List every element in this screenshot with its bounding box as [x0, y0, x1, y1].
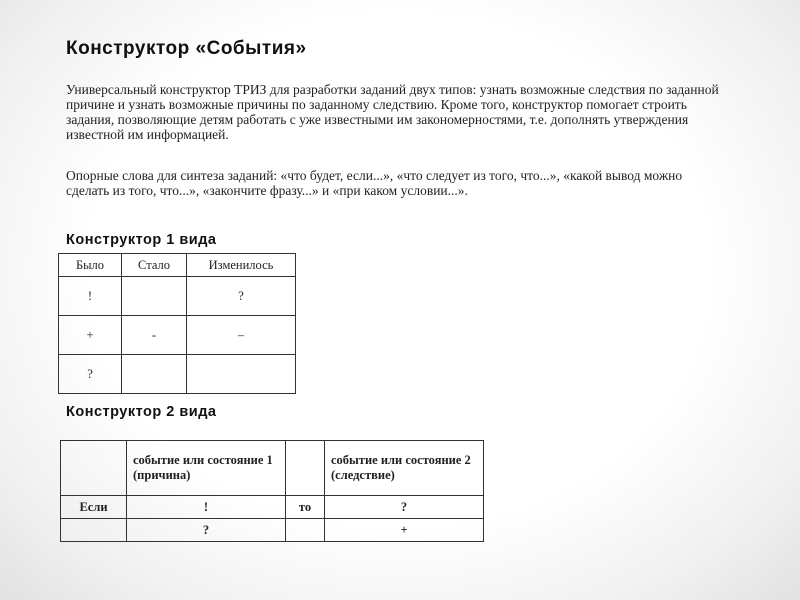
table-cell: + [325, 519, 484, 542]
table-cell [122, 277, 187, 316]
table-header-row [61, 441, 484, 496]
table-row [59, 355, 296, 394]
table-cell: ? [325, 496, 484, 519]
constructor1-heading: Конструктор 1 вида [66, 232, 217, 248]
header-cell-before: Было [59, 254, 122, 277]
table-cell [61, 441, 127, 496]
table-cell: - [122, 316, 187, 355]
table-row [61, 519, 484, 542]
table-cell [187, 355, 296, 394]
table-row [59, 316, 296, 355]
table-cell: ? [127, 519, 286, 542]
table-row [61, 496, 484, 519]
table-cell [61, 519, 127, 542]
table-header-row [59, 254, 296, 277]
table-cell: + [59, 316, 122, 355]
table-row [59, 277, 296, 316]
slide-title: Конструктор «События» [66, 38, 307, 59]
header-cell-changed: Изменилось [187, 254, 296, 277]
table-cell: ? [59, 355, 122, 394]
table-cell: – [187, 316, 296, 355]
connector-then: то [286, 496, 325, 519]
description-paragraph: Универсальный конструктор ТРИЗ для разработки заданий двух типов: узнать возможные следствия по заданной причине и узнать возможные причины по заданному следствию. Кроме того, конструктор помогает строить задания, позволяющие детям работать с уже известными им закономерностями, т.е. дополнять утверждения известной им информацией. [66, 82, 719, 142]
keywords-paragraph: Опорные слова для синтеза заданий: «что будет, если...», «что следует из того, что...», «какой вывод можно сделать из того, что...», «закончите фразу...» и «при каком условии...». [66, 168, 683, 198]
row-label-if: Если [61, 496, 127, 519]
table-cell [286, 519, 325, 542]
table-cell [122, 355, 187, 394]
header-cell-cause: событие или состояние 1 (причина) [127, 441, 286, 496]
table-cell: ? [187, 277, 296, 316]
table-cell: ! [59, 277, 122, 316]
header-cell-effect: событие или состояние 2 (следствие) [325, 441, 484, 496]
constructor2-heading: Конструктор 2 вида [66, 404, 217, 420]
constructor1-table [58, 253, 296, 394]
header-cell-after: Стало [122, 254, 187, 277]
table-cell [286, 441, 325, 496]
table-cell: ! [127, 496, 286, 519]
constructor2-table [60, 440, 484, 542]
